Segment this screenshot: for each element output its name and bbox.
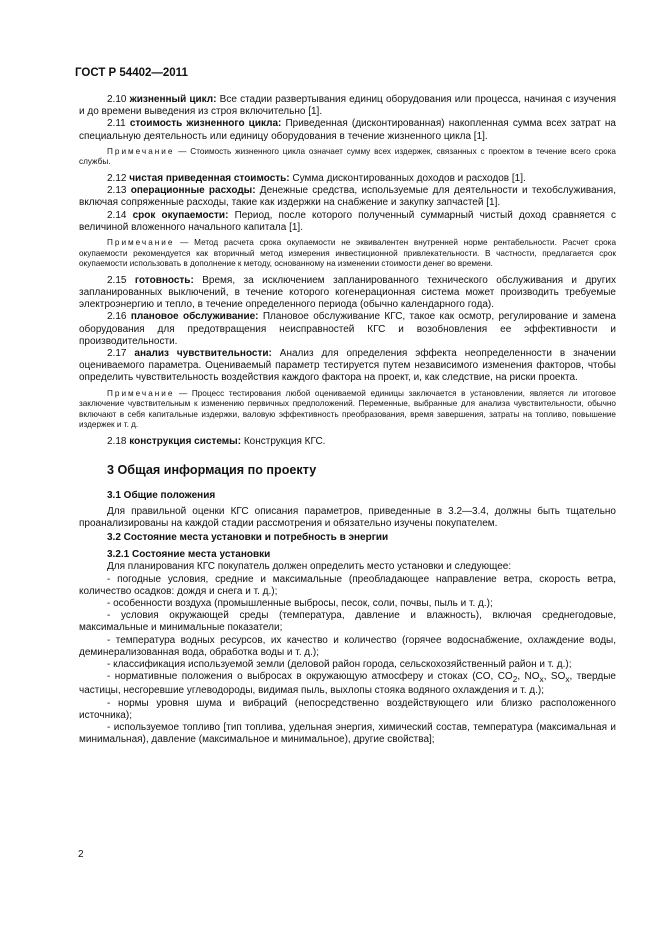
term: готовность: [134,274,194,286]
definition-text: Денежные средства, используемые для деятельности и техобслуживания, включая сопряженные расходы, такие как издержки на снабжение и закупку запчастей [1]. [79,185,616,209]
term: конструкция системы: [129,436,242,447]
clause-number: 2.10 [107,94,127,105]
definition-text: Период, после которого полученный суммарный чистый доход сравняется с величиной вложенного начального капитала [1]. [79,209,617,233]
term: операционные расходы: [130,185,256,197]
section-3-2-title: 3.2 Состояние места установки и потребность в энергии [107,532,389,544]
list-item: - классификация используемой земли (деловой район города, сельскохозяйственный район и т. д.); [107,659,572,671]
list-item: - особенности воздуха (промышленные выбросы, песок, соли, почвы, пыль и т. д.); [107,598,493,610]
definition-2-17 [79,348,616,385]
list-item: - условия окружающей среды (температура, давление и влажность), включая среднегодовые, максимальные и минимальные показатели; [79,610,616,634]
section-3-2-1-title: 3.2.1 Состояние места установки [107,549,271,561]
definition-text: Все стадии развертывания единиц оборудования или процесса, начиная с изучения и до времени выведения из строя включительно [1]. [79,94,616,118]
definition-2-10 [79,94,616,118]
clause-number: 2.13 [107,185,127,197]
term: чистая приведенная стоимость: [129,173,290,184]
note-text: Стоимость жизненного цикла означает сумму всех издержек, связанных с проектом в течение всего срока службы. [79,146,616,167]
clause-number: 2.18 [107,436,127,447]
clause-number: 2.14 [107,209,127,221]
page-body [79,94,616,746]
definition-2-16 [79,311,616,348]
term: жизненный цикл: [129,94,217,105]
clause-number: 2.11 [107,118,126,130]
definition-text: Приведенная (дисконтированная) накопленная сумма всех затрат на специальную деятельность или единицу оборудования в течение жизненного цикла [1]. [79,118,616,142]
definition-2-14 [79,210,616,234]
section-3-1-title: 3.1 Общие положения [107,490,216,502]
note-label: Примечание [107,388,175,398]
section-3-1-text: Для правильной оценки КГС описания параметров, приведенные в 3.2—3.4, должны быть тщательно проанализированы на каждой стадии рассмотрения и обязательно изучены покупателем. [79,505,616,529]
definition-text: Сумма дисконтированных доходов и расходов [1]. [292,173,526,184]
term: стоимость жизненного цикла: [129,118,282,130]
note-payback-period: Примечание — Метод расчета срока окупаемости не эквивалентен внутренней норме рентабельности. Расчет срока окупаемости рекомендуется как вторичный метод измерения инвестиционной привлекательности. В частности, предлагается срок окупаемости использовать в дополнение к методу, основанному на изменении стоимости денег во времени. [79,238,616,269]
list-item: - погодные условия, средние и максимальные (преобладающее направление ветра, скорость ветра, количество осадков: дождя и снега и т. д.); [79,573,616,597]
clause-number: 2.15 [107,274,127,286]
note-text: Процесс тестирования любой оцениваемой единицы заключается в установлении, является ли итоговое заключение чувствительным к изменению первичных предположений. Переменные, выбранные для анализа чувствительности, обычно включают в себя капитальные издержки, валовую эффективность преобразования, время завершения, затраты на топливо, повышение издержек и т. д. [79,388,616,430]
definition-2-15 [79,275,616,312]
definition-text: Конструкция КГС. [243,436,326,447]
list-item: - температура водных ресурсов, их качество и количество (горячее водоснабжение, охлаждение воды, деминерализованная вода, обработка воды и т. д.); [79,634,616,658]
page-number: 2 [78,849,84,860]
note-life-cycle-cost: Примечание — Стоимость жизненного цикла означает сумму всех издержек, связанных с проектом в течение всего срока службы. [79,146,616,167]
definition-2-18 [79,436,616,448]
note-label: Примечание [107,238,175,248]
term: срок окупаемости: [132,209,229,221]
document-header: ГОСТ Р 54402—2011 [75,67,188,79]
term: плановое обслуживание: [130,311,259,323]
clause-number: 2.17 [107,348,127,360]
term: анализ чувствительности: [134,348,272,360]
definition-2-12 [79,173,616,185]
list-item: - используемое топливо [тип топлива, удельная энергия, химический состав, температура (максимальная и минимальная), давление (максимальное и минимальное), другие свойства]; [79,722,616,746]
list-item-emissions: - нормативные положения о выбросах в окружающую атмосферу и стоках (CO, $CO_2$, $NO_x$, $SO_x$, твердые частицы, несгоревшие углеводороды, видимая пыль, выхлопы стояка водяного охлаждения и т. д.); [79,671,616,697]
section-3-2-1-intro: Для планирования КГС покупатель должен определить место установки и следующее: [107,561,512,573]
clause-number: 2.12 [107,173,127,184]
note-text: Метод расчета срока окупаемости не эквивалентен внутренней норме рентабельности. Расчет срока окупаемости рекомендуется как вторичный метод измерения инвестиционной привлекательности. В частности, предлагается срок окупаемости использовать в дополнение к методу, основанному на изменении стоимости денег во времени. [79,238,616,269]
definition-2-13 [79,185,616,209]
definition-2-11 [79,118,616,142]
note-label: Примечание [107,146,175,156]
list-item: - нормы уровня шума и вибраций (непосредственно воздействующего или близко расположенного источника); [79,697,616,721]
definition-text: Анализ для определения эффекта неопределенности в значении оцениваемого параметра. Оцениваемый параметр тестируется путем независимого изменения факторов, чтобы определить чувствительность воздействия каждого фактора на проект, и, как следствие, на риски проекта. [79,348,617,384]
definition-text: Время, за исключением запланированного технического обслуживания и других запланированных выключений, в течение которого когенерационная система может производить требуемые электроэнергию и тепло, в течение определенного периода (обычно календарного года). [79,274,616,311]
section-3-title: 3 Общая информация по проекту [107,463,317,478]
clause-number: 2.16 [107,311,127,323]
definition-text: Плановое обслуживание КГС, такое как осмотр, регулирование и замена оборудования для предотвращения неисправностей КГС и возобновления ее эффективности и производительности. [79,311,616,347]
note-sensitivity: Примечание — Процесс тестирования любой оцениваемой единицы заключается в установлении, является ли итоговое заключение чувствительным к изменению первичных предположений. Переменные, выбранные для анализа чувствительности, обычно включают в себя капитальные издержки, валовую эффективность преобразования, время завершения, затраты на топливо, повышение издержек и т. д. [79,388,616,430]
